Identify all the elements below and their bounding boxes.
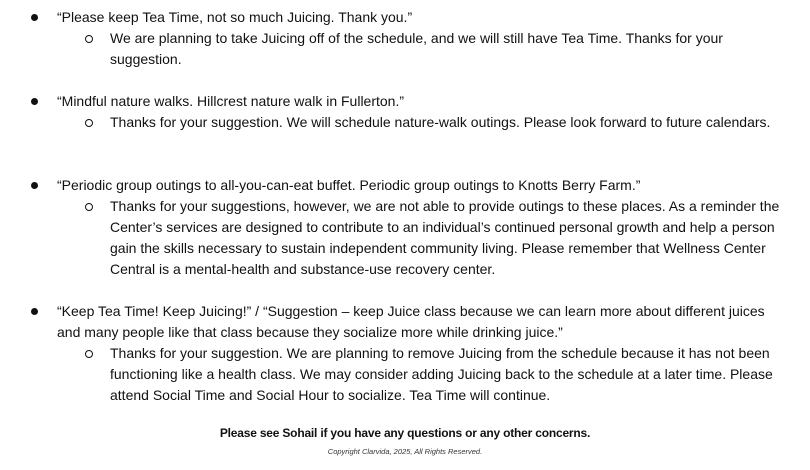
feedback-quote: “Mindful nature walks. Hillcrest nature walk in Fullerton.” <box>57 93 405 109</box>
feedback-quote: “Please keep Tea Time, not so much Juicing. Thank you.” <box>57 9 413 25</box>
bullet-icon <box>31 98 38 105</box>
feedback-response: We are planning to take Juicing off of the schedule, and we will still have Tea Time. Thanks for your suggestion. <box>110 30 723 67</box>
sub-bullet-icon <box>85 119 93 127</box>
contact-note: Please see Sohail if you have any questions or any other concerns. <box>219 426 591 440</box>
feedback-response: Thanks for your suggestion. We will schedule nature-walk outings. Please look forward to future calendars. <box>110 114 771 130</box>
bullet-icon <box>31 308 38 315</box>
sub-bullet-icon <box>85 35 93 43</box>
copyright-notice: Copyright Clarvida, 2025, All Rights Reserved. <box>327 447 483 456</box>
feedback-response: Thanks for your suggestions, however, we are not able to provide outings to these places. As a reminder the Center’s services are designed to contribute to an individual’s continued personal growth and help a person gain the skills necessary to sustain independent community living. Please remember that Wellness Center Central is a mental-health and substance-use recovery center. <box>110 198 780 277</box>
sub-bullet-icon <box>85 203 93 211</box>
feedback-quote: “Keep Tea Time! Keep Juicing!” / “Suggestion – keep Juice class because we can learn more about different juices and many people like that class because they socialize more while drinking juice.” <box>57 303 765 340</box>
bullet-icon <box>31 182 38 189</box>
bullet-icon <box>31 14 38 21</box>
feedback-response: Thanks for your suggestion. We are planning to remove Juicing from the schedule because it has not been functioning like a health class. We may consider adding Juicing back to the schedule at a later time. Please attend Social Time and Social Hour to socialize. Tea Time will continue. <box>110 345 773 403</box>
feedback-quote: “Periodic group outings to all-you-can-eat buffet. Periodic group outings to Knotts Berry Farm.” <box>57 177 641 193</box>
sub-bullet-icon <box>85 350 93 358</box>
